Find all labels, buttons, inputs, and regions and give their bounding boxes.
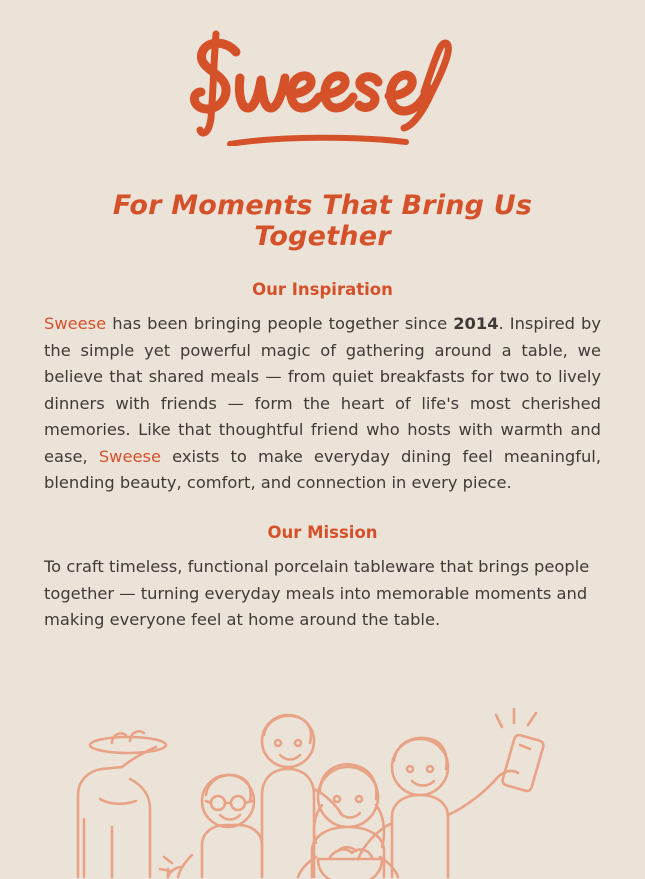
section-paragraph-mission: To craft timeless, functional porcelain tableware that brings people together — turning everyday meals into memorable moments and making everyone feel at home around the table. [44, 556, 590, 630]
section-heading-inspiration: Our Inspiration [252, 280, 393, 299]
brand-logo [44, 0, 601, 156]
paragraph-text: has been bringing people together since [106, 314, 454, 333]
friends-gathering-line-art-icon [0, 619, 645, 879]
brand-mention: Sweese [98, 446, 162, 466]
section-heading-mission: Our Mission [267, 522, 378, 542]
paragraph-text: exists to make everyday dining feel meaningful, blending beauty, comfort, and connection in every piece. [44, 446, 602, 493]
section-paragraph-inspiration [44, 311, 601, 497]
page-tagline: For Moments That Bring Us Together [112, 190, 533, 252]
paragraph-text: . Inspired by the simple yet powerful magic of gathering around a table, we believe that shared meals — from quiet breakfasts for two to lively dinners with friends — form the heart of life's most cherished memories. Like that thoughtful friend who hosts with warmth and ease, [44, 314, 601, 466]
founding-year: 2014 [453, 314, 499, 333]
sweese-script-logo-icon [178, 26, 468, 146]
brand-mention: Sweese [44, 314, 107, 333]
